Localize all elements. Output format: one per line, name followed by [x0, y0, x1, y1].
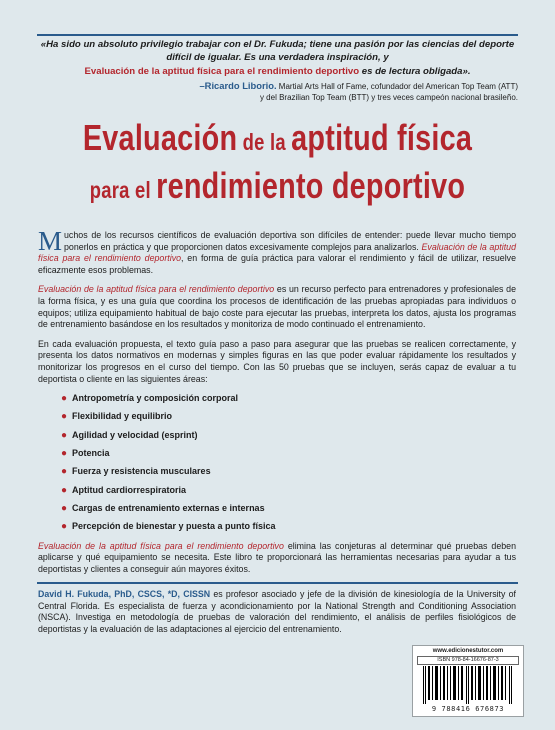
list-item-label: Aptitud cardiorrespiratoria	[72, 484, 187, 495]
barcode-digits: 9 788416 676873	[431, 705, 505, 713]
paragraph-1	[38, 226, 516, 276]
title-word: para	[89, 177, 130, 203]
endorsement-attribution	[37, 80, 518, 104]
barcode-block	[412, 645, 524, 717]
paragraph-2	[38, 284, 516, 330]
endorser-name: –Ricardo Liborio.	[199, 80, 277, 91]
list-item-label: Fuerza y resistencia musculares	[72, 466, 211, 477]
title-word: el	[129, 177, 157, 203]
bullet-icon: ●	[61, 502, 68, 514]
list-item	[61, 484, 516, 497]
bullet-icon: ●	[61, 484, 68, 496]
endorsement-quote	[37, 38, 518, 78]
author-bio-text: es profesor asociado y jefe de la división de kinesiología de la University of Central Florida. Es especialista de fuerza y acondicionamiento por la National Strength and Conditioning Association (NSCA). Investiga en metodología de pruebas de valoración del rendimiento, el análisis de perfiles fisiológicos de deportistas y la evaluación de las adaptaciones al ejercicio del entrenamiento.	[38, 589, 516, 634]
bullet-icon: ●	[61, 466, 68, 478]
list-item-label: Agilidad y velocidad (esprint)	[72, 429, 198, 440]
title-word: rendimiento deportivo	[156, 165, 466, 206]
list-item	[61, 411, 516, 423]
quote-text-end: es de lectura obligada».	[359, 65, 471, 77]
book-title-inline: Evaluación de la aptitud física para el rendimiento deportivo	[38, 284, 275, 295]
paragraph-text: elimina las conjeturas al determinar qué pruebas deben aplicarse y qué equipamiento se necesita. Este libro te proporcionará las herramientas necesarias para ayudar a tus deportistas y clientes a conseguir aún mayores éxitos.	[38, 540, 517, 574]
list-item	[61, 447, 516, 460]
publisher-url: www.edicionestutor.com	[432, 648, 504, 654]
paragraph-3: En cada evaluación propuesta, el texto guía paso a paso para asegurar que las pruebas se realicen correctamente, y presenta los datos normativos en modernas y simples figuras en las que poder evaluar rápidamente los resultados y monitorizar los progresos en el curso del tiempo. Con las 50 pruebas que se incluyen, serás capaz de evaluar a tu deportista o cliente en las siguientes áreas:	[38, 338, 516, 384]
list-item	[61, 466, 516, 478]
list-item-label: Cargas de entrenamiento externas e internas	[72, 502, 265, 513]
paragraph-text: , en forma de guía práctica para valorar el rendimiento y fácil de utilizar, resuelve eficazmente esos problemas.	[38, 253, 516, 275]
barcode-icon	[421, 666, 515, 704]
drop-cap: M	[38, 226, 63, 256]
title-word: Evaluación	[82, 117, 238, 158]
endorser-desc-1: Martial Arts Hall of Fame, cofundador del American Top Team (ATT)	[276, 82, 518, 91]
paragraph-text: uchos de los recursos científicos de evaluación deportiva son difíciles de entender: puede llevar mucho tiempo ponerlos en práctica y que proporcionen datos excesivamente complejos para analizarlos.	[64, 230, 516, 252]
top-divider	[37, 34, 518, 36]
list-item	[61, 521, 516, 533]
author-bio	[38, 589, 516, 635]
endorser-desc-2: y del Brazilian Top Team (BTT) y tres veces campeón nacional brasileño.	[259, 93, 518, 103]
quote-book-title: Evaluación de la aptitud física para el rendimiento deportivo	[84, 65, 360, 77]
list-item	[61, 502, 516, 515]
isbn-label: ISBN 978-84-16676-87-3	[417, 656, 519, 665]
author-name: David H. Fukuda, PhD, CSCS, *D, CISSN	[38, 589, 211, 599]
list-item-label: Percepción de bienestar y puesta a punto física	[72, 521, 276, 532]
bullet-icon: ●	[61, 393, 68, 405]
title-word: de la	[237, 129, 292, 155]
title-word: aptitud física	[291, 117, 473, 158]
list-item	[61, 429, 516, 442]
book-title	[56, 116, 500, 212]
bullet-icon: ●	[61, 429, 68, 441]
paragraph-4	[38, 541, 516, 576]
bullet-icon: ●	[61, 521, 68, 533]
area-list	[38, 393, 516, 533]
bottom-divider	[37, 582, 518, 584]
blurb	[38, 226, 517, 583]
bullet-icon: ●	[61, 411, 68, 423]
list-item-label: Potencia	[72, 447, 110, 458]
list-item	[61, 393, 516, 405]
book-title-inline: Evaluación de la aptitud física para el rendimiento deportivo	[38, 241, 516, 264]
paragraph-text: es un recurso perfecto para entrenadores y profesionales de la forma física, y es una guía que coordina los procesos de identificación de las pruebas apropiadas para individuos o equipos; utiliza equipamiento habitual de bajo coste para ejecutar las pruebas, interpreta los datos, ajusta los programas de entrenamiento basándose en los resultados y monitoriza de modo continuado el entrenamiento.	[38, 284, 517, 330]
quote-text: «Ha sido un absoluto privilegio trabajar con el Dr. Fukuda; tiene una pasión por las ciencias del deporte difícil de igualar. Es una verdadera inspiración, y	[40, 39, 515, 64]
bullet-icon: ●	[61, 447, 68, 459]
book-title-inline: Evaluación de la aptitud física para el rendimiento deportivo	[38, 540, 284, 551]
list-item-label: Flexibilidad y equilibrio	[72, 411, 173, 422]
list-item-label: Antropometría y composición corporal	[72, 393, 239, 404]
